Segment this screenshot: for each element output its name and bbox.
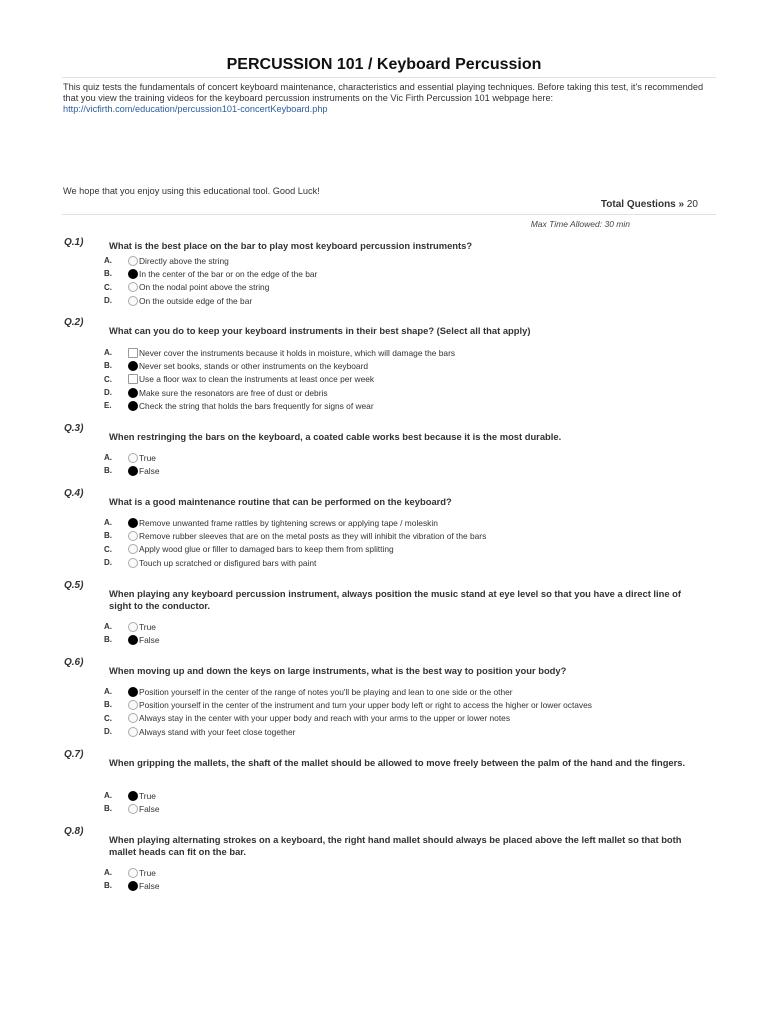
option-text: In the center of the bar or on the edge of the bar — [139, 268, 318, 279]
answer-options — [104, 685, 592, 738]
checkbox[interactable] — [128, 361, 138, 371]
option-letter: B. — [104, 881, 112, 891]
answer-option[interactable] — [104, 386, 455, 399]
question-text: What is the best place on the bar to play most keyboard percussion instruments? — [109, 240, 473, 251]
answer-option[interactable] — [104, 451, 159, 464]
option-text: Position yourself in the center of the instrument and turn your upper body left or right to access the higher or lower octaves — [139, 699, 592, 710]
answer-option[interactable] — [104, 267, 317, 280]
option-letter: C. — [104, 374, 112, 384]
question-number: Q.3) — [64, 423, 84, 434]
radio-button[interactable] — [128, 544, 138, 554]
radio-button[interactable] — [128, 531, 138, 541]
answer-option[interactable] — [104, 633, 159, 646]
answer-options — [104, 620, 159, 647]
answer-option[interactable] — [104, 802, 159, 815]
option-text: False — [139, 465, 160, 476]
option-letter: B. — [104, 269, 112, 279]
question-number: Q.6) — [64, 657, 84, 668]
good-luck-text: We hope that you enjoy using this educational tool. Good Luck! — [63, 186, 320, 196]
answer-option[interactable] — [104, 516, 486, 529]
option-letter: A. — [104, 868, 112, 878]
option-letter: B. — [104, 804, 112, 814]
question-text: What can you do to keep your keyboard instruments in their best shape? (Select all that apply) — [109, 325, 531, 336]
question-text: When playing alternating strokes on a keyboard, the right hand mallet should always be placed above the left mallet so that both mallet heads can fit on the bar. — [109, 834, 682, 857]
answer-option[interactable] — [104, 359, 455, 372]
answer-option[interactable] — [104, 373, 455, 386]
answer-option[interactable] — [104, 879, 159, 892]
option-text: Position yourself in the center of the range of notes you'll be playing and lean to one side or the other — [139, 686, 513, 697]
answer-option[interactable] — [104, 529, 486, 542]
training-video-link[interactable]: http://vicfirth.com/education/percussion101-concertKeyboard.php — [63, 104, 328, 114]
option-text: Touch up scratched or disfigured bars with paint — [139, 557, 317, 568]
question-text: When gripping the mallets, the shaft of the mallet should be allowed to move freely between the palm of the hand and the fingers. — [109, 757, 686, 768]
option-letter: A. — [104, 518, 112, 528]
option-letter: D. — [104, 558, 112, 568]
question-text: What is a good maintenance routine that can be performed on the keyboard? — [109, 496, 452, 507]
option-letter: B. — [104, 531, 112, 541]
page-title: PERCUSSION 101 / Keyboard Percussion — [226, 56, 542, 73]
checkbox[interactable] — [128, 374, 138, 384]
radio-button[interactable] — [128, 727, 138, 737]
radio-button[interactable] — [128, 453, 138, 463]
option-letter: B. — [104, 466, 112, 476]
radio-button[interactable] — [128, 518, 138, 528]
option-text: True — [139, 867, 156, 878]
radio-button[interactable] — [128, 282, 138, 292]
option-text: Make sure the resonators are free of dust or debris — [139, 387, 328, 398]
answer-option[interactable] — [104, 464, 159, 477]
checkbox[interactable] — [128, 401, 138, 411]
radio-button[interactable] — [128, 791, 138, 801]
option-text: Check the string that holds the bars frequently for signs of wear — [139, 400, 374, 411]
answer-options — [104, 451, 159, 478]
question-number: Q.5) — [64, 580, 84, 591]
answer-options — [104, 866, 159, 893]
answer-option[interactable] — [104, 725, 592, 738]
answer-option[interactable] — [104, 620, 159, 633]
option-letter: E. — [104, 401, 112, 411]
question-number: Q.8) — [64, 826, 84, 837]
answer-option[interactable] — [104, 866, 159, 879]
radio-button[interactable] — [128, 466, 138, 476]
answer-option[interactable] — [104, 789, 159, 802]
answer-options — [104, 789, 159, 816]
radio-button[interactable] — [128, 622, 138, 632]
option-text: On the nodal point above the string — [139, 282, 270, 293]
question-number: Q.2) — [64, 317, 84, 328]
option-letter: D. — [104, 727, 112, 737]
option-text: Apply wood glue or filler to damaged bars to keep them from splitting — [139, 544, 394, 555]
question-number: Q.1) — [64, 237, 84, 248]
answer-option[interactable] — [104, 281, 317, 294]
total-questions-value: 20 — [686, 199, 698, 210]
answer-option[interactable] — [104, 556, 486, 569]
intro-paragraph: This quiz tests the fundamentals of concert keyboard maintenance, characteristics and essential playing techniques. Before taking this test, it's recommended that you view the training videos for the keyboard percussion instruments on the Vic Firth Percussion 101 webpage here: — [63, 82, 704, 103]
answer-options — [104, 346, 455, 412]
question-number: Q.4) — [64, 488, 84, 499]
answer-option[interactable] — [104, 543, 486, 556]
intro-text — [63, 82, 713, 115]
radio-button[interactable] — [128, 868, 138, 878]
question-text: When moving up and down the keys on large instruments, what is the best way to position your body? — [109, 665, 567, 676]
answer-option[interactable] — [104, 698, 592, 711]
option-text: Never set books, stands or other instruments on the keyboard — [139, 360, 369, 371]
option-text: Remove rubber sleeves that are on the metal posts as they will inhibit the vibration of the bars — [139, 530, 487, 541]
option-letter: D. — [104, 296, 112, 306]
total-questions-label: Total Questions » — [600, 199, 685, 210]
question-text: When playing any keyboard percussion instrument, always position the music stand at eye level so that you have a direct line of sight to the conductor. — [109, 588, 682, 611]
option-letter: A. — [104, 256, 112, 266]
checkbox[interactable] — [128, 348, 138, 358]
option-letter: A. — [104, 348, 112, 358]
option-letter: D. — [104, 388, 112, 398]
title-divider — [62, 77, 716, 78]
option-text: Remove unwanted frame rattles by tightening screws or applying tape / moleskin — [139, 517, 438, 528]
answer-option[interactable] — [104, 685, 592, 698]
checkbox[interactable] — [128, 388, 138, 398]
option-text: On the outside edge of the bar — [139, 295, 253, 306]
answer-option[interactable] — [104, 712, 592, 725]
option-text: True — [139, 621, 156, 632]
option-text: True — [139, 790, 156, 801]
radio-button[interactable] — [128, 635, 138, 645]
question-text: When restringing the bars on the keyboard, a coated cable works best because it is the most durable. — [109, 431, 562, 442]
answer-option[interactable] — [104, 399, 455, 412]
radio-button[interactable] — [128, 700, 138, 710]
header-divider — [62, 214, 716, 215]
answer-option[interactable] — [104, 346, 455, 359]
option-text: Never cover the instruments because it holds in moisture, which will damage the bars — [139, 347, 456, 358]
option-letter: A. — [104, 791, 112, 801]
option-text: False — [139, 880, 160, 891]
answer-options — [104, 516, 486, 569]
radio-button[interactable] — [128, 269, 138, 279]
option-text: False — [139, 634, 160, 645]
option-letter: C. — [104, 282, 112, 292]
radio-button[interactable] — [128, 558, 138, 568]
option-letter: A. — [104, 622, 112, 632]
option-text: Directly above the string — [139, 255, 229, 266]
option-text: True — [139, 452, 156, 463]
option-text: False — [139, 803, 160, 814]
question-number: Q.7) — [64, 749, 84, 760]
option-letter: B. — [104, 361, 112, 371]
answer-options — [104, 254, 317, 307]
radio-button[interactable] — [128, 687, 138, 697]
radio-button[interactable] — [128, 256, 138, 266]
option-letter: C. — [104, 713, 112, 723]
answer-option[interactable] — [104, 254, 317, 267]
max-time: Max Time Allowed: 30 min — [530, 219, 630, 229]
radio-button[interactable] — [128, 713, 138, 723]
option-letter: C. — [104, 544, 112, 554]
radio-button[interactable] — [128, 881, 138, 891]
option-letter: B. — [104, 700, 112, 710]
radio-button[interactable] — [128, 804, 138, 814]
option-letter: B. — [104, 635, 112, 645]
option-text: Always stay in the center with your upper body and reach with your arms to the upper or lower notes — [139, 713, 511, 724]
option-letter: A. — [104, 687, 112, 697]
option-text: Use a floor wax to clean the instruments at least once per week — [139, 374, 375, 385]
radio-button[interactable] — [128, 296, 138, 306]
option-letter: A. — [104, 453, 112, 463]
total-questions — [601, 199, 698, 210]
answer-option[interactable] — [104, 294, 317, 307]
option-text: Always stand with your feet close together — [139, 726, 296, 737]
